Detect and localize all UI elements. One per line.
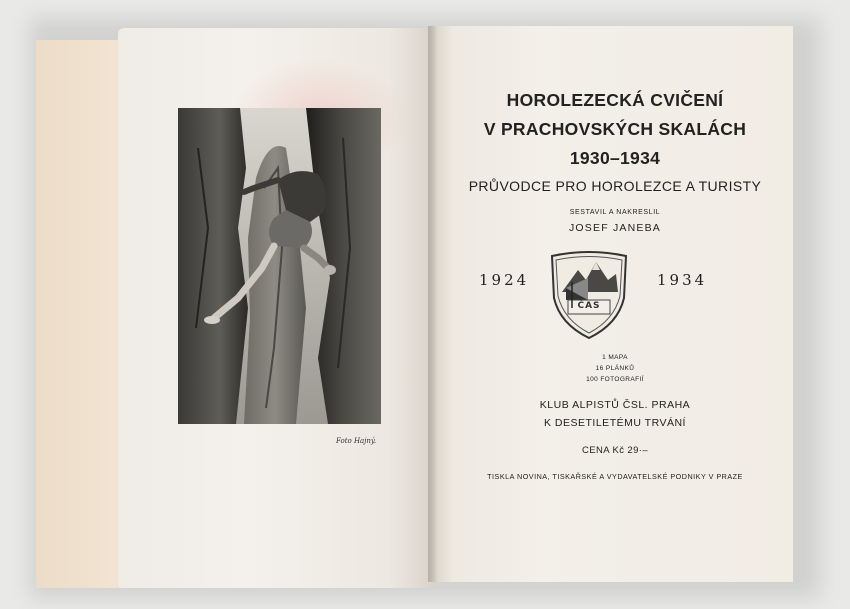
club-emblem-icon xyxy=(548,248,630,340)
contents-plans: 16 PLÁNKŮ xyxy=(595,365,635,372)
photo-credit: Foto Hajný. xyxy=(336,437,377,445)
title-years: 1930–1934 xyxy=(569,148,661,168)
printer-line: TISKLA NOVINA, TISKAŘSKÉ A VYDAVATELSKÉ PODNIKY V PRAZE xyxy=(487,472,743,481)
author-name: JOSEF JANEBA xyxy=(568,222,661,234)
year-left: 1924 xyxy=(479,271,530,289)
contents-map: 1 MAPA xyxy=(602,354,628,361)
subtitle: PRŮVODCE PRO HOROLEZCE A TURISTY xyxy=(468,178,762,194)
club-anniversary: K DESETILETÉMU TRVÁNÍ xyxy=(544,417,686,429)
title-line-2: V PRACHOVSKÝCH SKALÁCH xyxy=(483,119,747,139)
book-gutter xyxy=(428,26,438,582)
emblem-letters: ČAS xyxy=(577,301,601,311)
compiled-by: SESTAVIL A NAKRESLIL xyxy=(569,209,661,216)
title-line-1: HOROLEZECKÁ CVIČENÍ xyxy=(506,90,724,110)
year-right: 1934 xyxy=(657,271,708,289)
climber-photo xyxy=(178,108,381,424)
club-name: KLUB ALPISTŮ ČSL. PRAHA xyxy=(539,399,691,411)
contents-photos: 100 FOTOGRAFIÍ xyxy=(586,376,644,383)
price: CENA Kč 29·– xyxy=(581,445,649,456)
